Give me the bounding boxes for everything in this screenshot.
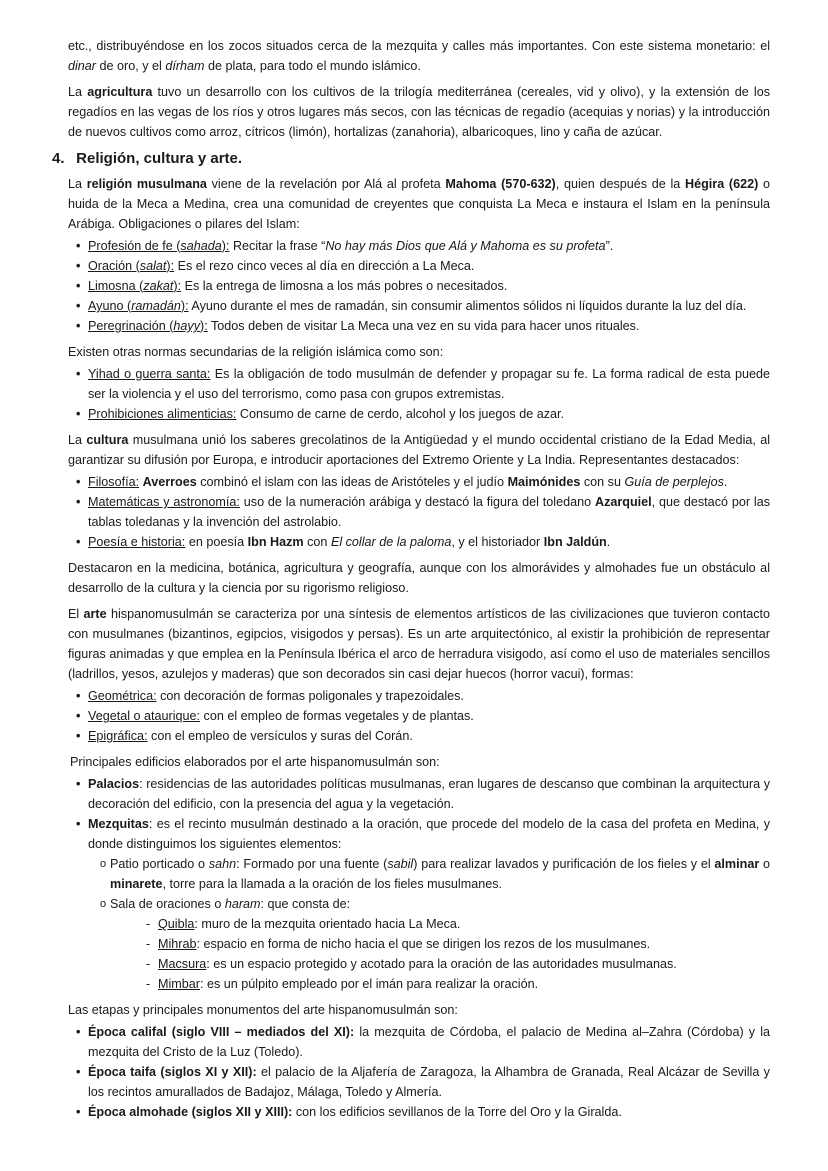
intro-paragraph-1: [68, 36, 770, 76]
form-text: con el empleo de formas vegetales y de plantas.: [203, 709, 474, 723]
religion-paragraph: [68, 174, 770, 234]
form-text: con decoración de formas poligonales y trapezoidales.: [160, 689, 464, 703]
list-item: [76, 236, 770, 256]
secondary-text: Consumo de carne de cerdo, alcohol y los juegos de azar.: [239, 407, 565, 421]
buildings-intro: Principales edificios elaborados por el arte hispanomusulmán son:: [70, 755, 440, 769]
list-item: [76, 276, 770, 296]
culture-name: Ibn Jaldún: [543, 535, 607, 549]
culture-work: El collar de la paloma: [330, 535, 452, 549]
prayer-hall-list: [110, 914, 770, 994]
culture-label: Poesía e historia:: [88, 535, 186, 549]
cult-keyword: cultura: [86, 433, 129, 447]
list-item: [76, 256, 770, 276]
list-item: o Sala de oraciones o haram: que consta de: - Quibla: muro de la mezquita orientado hacia La Meca. - Mihrab: espacio en forma de nicho hacia el que se dirigen los rezos de los musulmanes. - Macsura: es un espacio protegido y acotado para la oración de las autoridades musulmanas. - Mimbar: es un púlpito empleado por el imán para realizar la oración.: [100, 894, 770, 994]
rel-keyword: religión musulmana: [86, 177, 207, 191]
buildings-list: [68, 774, 770, 994]
list-item: - Mihrab: espacio en forma de nicho hacia el que se dirigen los rezos de los musulmanes.: [146, 934, 770, 954]
stages-intro: Las etapas y principales monumentos del arte hispanomusulmán son:: [68, 1003, 458, 1017]
stage-label: Época taifa (siglos XI y XII):: [88, 1065, 257, 1079]
list-item: [76, 404, 770, 424]
intro-text-mid: de oro, y el: [99, 59, 162, 73]
list-item: [76, 774, 770, 814]
pillar-text: Ayuno durante el mes de ramadán, sin consumir alimentos sólidos ni líquidos durante la luz del día.: [191, 299, 747, 313]
agri-lead: La: [68, 85, 83, 99]
culture-text: uso de la numeración arábiga y destacó la figura del toledano: [243, 495, 592, 509]
culture-text: .: [606, 535, 611, 549]
pillar-label: Limosna (zakat):: [88, 279, 182, 293]
secondary-intro: Existen otras normas secundarias de la religión islámica como son:: [68, 345, 444, 359]
list-item: o Patio porticado o sahn: Formado por una fuente (sabil) para realizar lavados y purificación de los fieles y el alminar o minarete, torre para la llamada a la oración de los fieles musulmanes.: [100, 854, 770, 894]
pillar-label: Ayuno (ramadán):: [88, 299, 189, 313]
stage-text: la mezquita de Córdoba, el palacio de Medina al–Zahra (Córdoba) y la mezquita del Cristo de la Luz (Toledo).: [88, 1025, 770, 1059]
pillar-end: ”.: [605, 239, 614, 253]
rel-hegira: Hégira (622): [685, 177, 759, 191]
pillar-text: Recitar la frase “: [232, 239, 326, 253]
agriculture-paragraph: [68, 82, 770, 142]
list-item: [76, 1102, 770, 1122]
art-paragraph: [68, 604, 770, 684]
intro-text-end: de plata, para todo el mundo islámico.: [208, 59, 421, 73]
agri-keyword: agricultura: [87, 85, 153, 99]
list-item: - Quibla: muro de la mezquita orientado hacia La Meca.: [146, 914, 770, 934]
form-text: con el empleo de versículos y suras del Corán.: [151, 729, 413, 743]
stage-text: con los edificios sevillanos de la Torre del Oro y la Giralda.: [295, 1105, 622, 1119]
pillar-quote: No hay más Dios que Alá y Mahoma es su profeta: [325, 239, 606, 253]
intro-text: etc., distribuyéndose en los zocos situados cerca de la mezquita y calles más importantes. Con este sistema monetario: el: [68, 39, 770, 53]
pillar-text: Es la entrega de limosna a los más pobres o necesitados.: [184, 279, 508, 293]
secondary-label: Yihad o guerra santa:: [88, 367, 211, 381]
art-lead: El: [68, 607, 80, 621]
culture-text: , que destacó por las tablas toledanas y la invención del astrolabio.: [88, 495, 771, 529]
rel-text-3: o huida de la Meca a Medina, crea una comunidad de creyentes que conquista La Meca e instaura el Islam en la península Arábiga. Obligaciones o pilares del Islam:: [68, 177, 771, 231]
stage-label: Época califal (siglo VIII – mediados del XI):: [88, 1025, 355, 1039]
pillars-list: [68, 236, 770, 336]
form-label: Epigráfica:: [88, 729, 148, 743]
stage-label: Época almohade (siglos XII y XIII):: [88, 1105, 293, 1119]
pillar-label: Oración (salat):: [88, 259, 175, 273]
list-item: - Mimbar: es un púlpito empleado por el imán para realizar la oración.: [146, 974, 770, 994]
term-dinar: dinar: [68, 59, 97, 73]
form-label: Vegetal o ataurique:: [88, 709, 201, 723]
rel-text-1: viene de la revelación por Alá al profeta: [211, 177, 441, 191]
list-item: [76, 814, 770, 994]
culture-work: Guía de perplejos: [624, 475, 724, 489]
list-item: - Macsura: es un espacio protegido y acotado para la oración de las autoridades musulmanas.: [146, 954, 770, 974]
document-page: [52, 36, 771, 1128]
culture-text: combinó el islam con las ideas de Aristóteles y el judío: [200, 475, 505, 489]
building-text: : es el recinto musulmán destinado a la oración, que procede del modelo de la casa del profeta en Medina, y donde distinguimos los siguientes elementos:: [88, 817, 770, 851]
pillar-text: Es el rezo cinco veces al día en dirección a La Meca.: [177, 259, 475, 273]
pillar-label: Profesión de fe (sahada):: [88, 239, 230, 253]
building-text: : residencias de las autoridades políticas musulmanas, eran lugares de descanso que combinan la arquitectura y decoración del edificio, con la presencia del agua y la vegetación.: [88, 777, 770, 811]
cult-lead: La: [68, 433, 83, 447]
pillar-text: Todos deben de visitar La Meca una vez en su vida para hacer unos rituales.: [211, 319, 640, 333]
culture-after: Destacaron en la medicina, botánica, agricultura y geografía, aunque con los almorávides y almohades fue un obstáculo al desarrollo de la cultura y la ciencia por su rigorismo religioso.: [68, 561, 770, 595]
art-keyword: arte: [83, 607, 107, 621]
form-label: Geométrica:: [88, 689, 157, 703]
culture-name: Azarquiel: [594, 495, 652, 509]
culture-label: Filosofía:: [88, 475, 140, 489]
list-item: [76, 532, 770, 552]
section-number: 4.: [52, 150, 65, 167]
culture-text: en poesía: [188, 535, 245, 549]
secondary-list: [68, 364, 770, 424]
list-item: [76, 1022, 770, 1062]
list-item: [76, 296, 770, 316]
agri-text: tuvo un desarrollo con los cultivos de la trilogía mediterránea (cereales, vid y olivo), y la extensión de los regadíos en las vegas de los ríos y otros lugares más secos, con las técnicas de regadío (acequias y norias) y la introducción de nuevos cultivos como arroz, cítricos (limón), hortalizas (zanahoria), albaricoques, lino y caña de azúcar.: [68, 85, 771, 139]
list-item: [76, 492, 770, 532]
art-text: hispanomusulmán se caracteriza por una síntesis de elementos artísticos de las civilizaciones que tuvieron contacto con musulmanes (bizantinos, egipcios, visigodos y persas). Es un arte arquitectónico, al existir la prohibición de representar figuras animadas y que emplea en la Península Ibérica el arco de herradura visigodo, así como el uso de materiales sencillos (ladrillos, yesos, azulejos y maderas) que son decorados sin casi dejar huecos (horror vacui), formas:: [68, 607, 771, 681]
culture-list: [68, 472, 770, 552]
list-item: [76, 316, 770, 336]
section-heading: [52, 148, 770, 170]
list-item: [76, 1062, 770, 1102]
building-label: Palacios: [88, 777, 140, 791]
secondary-label: Prohibiciones alimenticias:: [88, 407, 237, 421]
culture-name: Maimónides: [507, 475, 581, 489]
list-item: [76, 364, 770, 404]
list-item: [76, 686, 770, 706]
culture-paragraph: [68, 430, 770, 470]
culture-name: Averroes: [142, 475, 197, 489]
secondary-text: Es la obligación de todo musulmán de defender y propagar su fe. La forma radical de esta puede ser la violencia y el uso del terrorismo, como pasa con grupos extremistas.: [88, 367, 770, 401]
mosque-elements-list: [88, 854, 770, 994]
list-item: [76, 472, 770, 492]
pillar-label: Peregrinación (hayy):: [88, 319, 208, 333]
cult-text: musulmana unió los saberes grecolatinos de la Antigüedad y el mundo occidental cristiano de la Edad Media, al garantizar su difusión por Europa, e introducir aportaciones del Extremo Oriente y La India. Representantes destacados:: [68, 433, 771, 467]
art-forms-list: [68, 686, 770, 746]
stage-text: el palacio de la Aljafería de Zaragoza, la Alhambra de Granada, Real Alcázar de Sevilla y los recintos amurallados de Badajoz, Málaga, Toledo y Almería.: [88, 1065, 770, 1099]
section-title: Religión, cultura y arte.: [76, 150, 243, 167]
rel-text-2: , quien después de la: [555, 177, 681, 191]
culture-text: , y el historiador: [451, 535, 541, 549]
culture-label: Matemáticas y astronomía:: [88, 495, 240, 509]
building-label: Mezquitas: [88, 817, 149, 831]
culture-text: .: [723, 475, 728, 489]
list-item: [76, 726, 770, 746]
rel-mahoma: Mahoma (570-632): [445, 177, 556, 191]
term-dirham: dírham: [165, 59, 205, 73]
stages-list: [68, 1022, 770, 1122]
rel-lead: La: [68, 177, 83, 191]
culture-text: con: [307, 535, 328, 549]
culture-text: con su: [583, 475, 621, 489]
list-item: [76, 706, 770, 726]
culture-name: Ibn Hazm: [247, 535, 304, 549]
